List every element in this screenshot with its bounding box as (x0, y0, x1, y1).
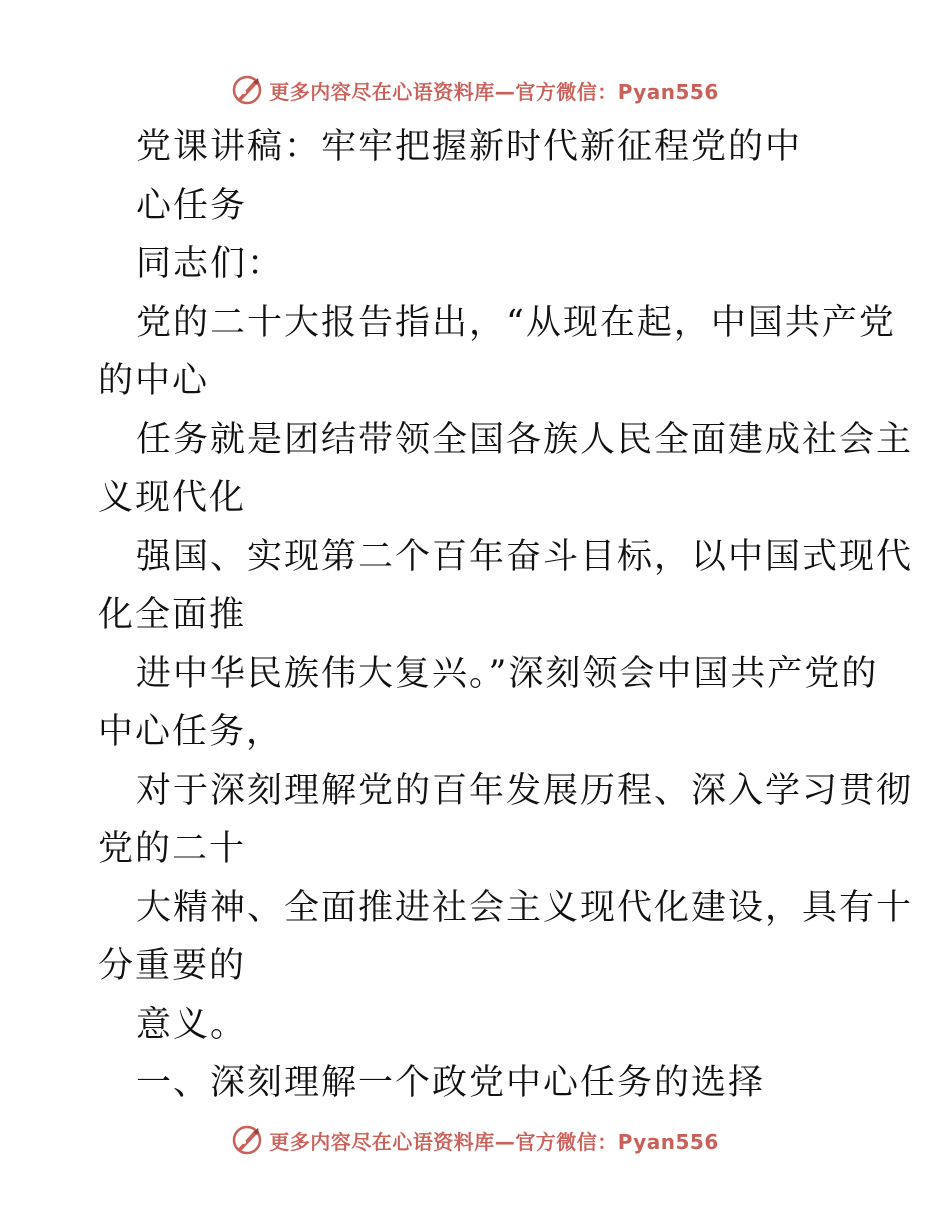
quill-pen-icon (231, 74, 263, 106)
paragraph-line: 党的二十大报告指出，“从现在起，中国共产党 (136, 302, 896, 343)
salutation: 同志们： (136, 244, 285, 284)
document-title-line-2: 心任务 (136, 185, 248, 226)
watermark-text: 更多内容尽在心语资料库—官方微信：Pyan556 (269, 79, 719, 104)
paragraph-line: 意义。 (136, 1004, 248, 1045)
header-watermark (0, 70, 950, 110)
paragraph-line: 化全面推 (98, 595, 247, 635)
paragraph-line: 大精神、全面推进社会主义现代化建设，具有十 (136, 887, 914, 928)
paragraph-line: 分重要的 (98, 946, 247, 986)
section-heading: 一、深刻理解一个政党中心任务的选择 (136, 1063, 766, 1103)
paragraph-line: 党的二十 (98, 829, 247, 869)
paragraph-line: 任务就是团结带领全国各族人民全面建成社会主 (136, 419, 914, 460)
paragraph-line: 中心任务， (98, 712, 284, 752)
document-title-line-1: 党课讲稿：牢牢把握新时代新征程党的中 (136, 127, 803, 167)
paragraph-line: 的中心 (98, 361, 210, 401)
paragraph-line: 强国、实现第二个百年奋斗目标，以中国式现代 (136, 536, 914, 577)
quill-pen-icon (231, 1124, 263, 1156)
watermark-text: 更多内容尽在心语资料库—官方微信：Pyan556 (269, 1129, 719, 1154)
document-body (98, 118, 914, 1113)
footer-watermark (0, 1120, 950, 1160)
paragraph-line: 义现代化 (98, 478, 247, 518)
paragraph-line: 进中华民族伟大复兴。”深刻领会中国共产党的 (136, 653, 879, 694)
paragraph-line: 对于深刻理解党的百年发展历程、深入学习贯彻 (136, 770, 914, 811)
